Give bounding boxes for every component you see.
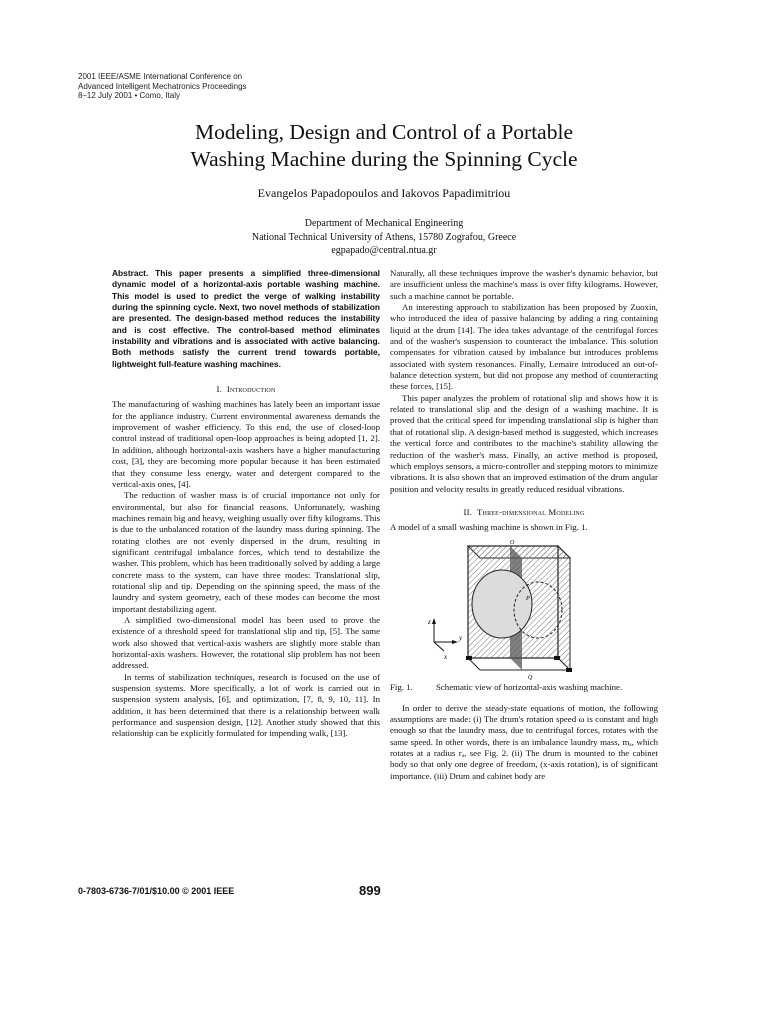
point-label-p: P bbox=[526, 595, 530, 602]
washing-machine-diagram bbox=[390, 538, 658, 681]
cabinet-side bbox=[558, 546, 570, 670]
point-label-top: O bbox=[510, 539, 515, 546]
title-line: Modeling, Design and Control of a Portable bbox=[195, 120, 573, 144]
affiliation bbox=[0, 217, 768, 258]
figure-label: Fig. 1. bbox=[390, 681, 413, 692]
university: National Technical University of Athens, 15780 Zografou, Greece bbox=[251, 231, 517, 243]
title-line: Washing Machine during the Spinning Cycle bbox=[190, 147, 578, 171]
point-label-bottom: Q bbox=[528, 674, 533, 681]
section-number: I. bbox=[216, 384, 223, 395]
paragraph: An interesting approach to stabilization has been proposed by Zuoxin, who introduced the idea of passive balancing by adding a ring containing liquid at the drum [14]. The idea takes advantage of the centrifugal forces and of the washer's suspension to counteract the imbalance. This solution compensates for vibration caused by imbalance but introduces problems associated with system resonances. Finally, Lemaire introduced an out-of-balance detection system, but did not propose any method of counteracting these forces, [15]. bbox=[390, 302, 658, 392]
figure-caption bbox=[390, 682, 658, 693]
conference-line: 2001 IEEE/ASME International Conference on bbox=[78, 72, 243, 81]
department: Department of Mechanical Engineering bbox=[304, 218, 464, 229]
abstract: Abstract. This paper presents a simplified three-dimensional dynamic model of a horizontal-axis portable washing machine. This model is used to predict the verge of walking instability during the spinning cycle. Next, two novel methods of stabilization are presented. The design-based method reduces the instability and is cost effective. The control-based method eliminates instability and vibrations and is associated with active balancing. Both methods satisfy the current trend towards portable, lightweight full-feature washing machines. bbox=[112, 268, 380, 369]
paragraph: A model of a small washing machine is shown in Fig. 1. bbox=[390, 522, 588, 533]
conference-line: 8–12 July 2001 • Como, Italy bbox=[78, 91, 180, 100]
right-column bbox=[390, 268, 658, 782]
axis-z-head bbox=[432, 618, 436, 624]
caption-text: Schematic view of horizontal-axis washing machine. bbox=[436, 681, 623, 692]
section-title: Three-dimensional Modeling bbox=[476, 506, 585, 517]
paper-title bbox=[0, 119, 768, 173]
axis-x-arrow bbox=[434, 642, 444, 651]
axis-z-label: z bbox=[428, 617, 431, 626]
section-title: Introduction bbox=[226, 384, 276, 395]
section-heading bbox=[390, 507, 658, 518]
section-number: II. bbox=[463, 506, 473, 517]
section-heading bbox=[112, 384, 380, 395]
foot bbox=[554, 656, 560, 660]
paragraph: In terms of stabilization techniques, research is focused on the use of suspension systems. More specifically, a lot of work is carried out in suspension system analysis, [6], and optimization, [7, 8, 9, 10, 11]. In addition, it has been determined that there is a relationship between walk performance and suspension design, [12]. Another study showed that this relationship can be explicitly formulated for impending walk, [13]. bbox=[112, 671, 380, 739]
figure-1 bbox=[390, 538, 658, 681]
left-column bbox=[112, 268, 380, 740]
foot bbox=[466, 656, 472, 660]
copyright-code: 0-7803-6736-7/01/$10.00 © 2001 IEEE bbox=[78, 886, 235, 896]
paragraph: The reduction of washer mass is of crucial importance not only for environmental, but also for financial reasons. Unfortunately, washing machines remain big and heavy, weighing usually over fifty kilograms. This is due to the unbalanced rotation of the laundry mass during spinning. The rotating clothes are not evenly dispersed in the drum, resulting in significant centrifugal imbalance forces, which tend to destabilize the washer. This problem, which has been traditionally solved by adding a large concrete mass to the system, can have three modes: Translational slip, rotational slip and tip. Depending on the spinning speed, the mass of the laundry and system geometry, each of these modes can become the most important destabilizing agent. bbox=[112, 490, 380, 614]
paragraph: A simplified two-dimensional model has been used to prove the existence of a threshold speed for translational slip and tip, [5]. The same work also showed that vertical-axis washers are slightly more stable than horizontal-axis washers. However, the rotational slip problem has not been addressed. bbox=[112, 614, 380, 671]
paragraph: The manufacturing of washing machines has lately been an important issue for the appliance industry. Current environmental awareness demands the improvement of washer efficiency. To this end, the use of closed-loop control instead of traditional open-loop approaches is being adopted [1, 2]. In addition, although horizontal-axis washers have a higher manufacturing cost, [3], they are becoming more popular because it has been estimated that they consume less energy, water and detergent compared to the vertical-axis ones, [4]. bbox=[112, 399, 380, 489]
foot bbox=[566, 668, 572, 672]
conference-line: Advanced Intelligent Mechatronics Proceedings bbox=[78, 81, 247, 91]
axis-y-head bbox=[452, 640, 458, 644]
conference-header bbox=[78, 72, 247, 101]
axis-x-label: x bbox=[444, 652, 448, 661]
paragraph: In order to derive the steady-state equations of motion, the following assumptions are made: (i) The drum's rotation speed ω is constant and high enough so that the laundry mass, due to centrifugal forces, rotates with the same speed. In other words, there is an imbalance laundry mass, mₐ, which rotates at a radius rₐ, see Fig. 2. (ii) The drum is mounted to the cabinet body so that only one degree of freedom, (x-axis rotation), is of significant importance. (iii) Drum and cabinet body are bbox=[390, 702, 658, 781]
paragraph: This paper analyzes the problem of rotational slip and shows how it is related to translational slip and the design of a washing machine. It is proved that the critical speed for impending translational slip is higher than that of rotational slip. A design-based method is suggested, which increases the vertical force and contributes to the machine's stability allowing the reduction of the washer's mass. Finally, an active method is proposed, which employs sensors, a micro-controller and stepping motors to minimize vibrations. It is also shown that an improved estimation of the drum angular position and velocity results in greatly reduced residual vibrations. bbox=[390, 392, 658, 494]
drum-front bbox=[472, 570, 532, 638]
email: egpapado@central.ntua.gr bbox=[331, 245, 437, 256]
paragraph: Naturally, all these techniques improve the washer's dynamic behavior, but are insufficient unless the machine's mass is over fifty kilograms. However, such a machine cannot be portable. bbox=[390, 268, 658, 301]
authors: Evangelos Papadopoulos and Iakovos Papadimitriou bbox=[257, 186, 511, 200]
page-number: 899 bbox=[359, 883, 381, 898]
axis-y-label: y bbox=[459, 633, 463, 642]
